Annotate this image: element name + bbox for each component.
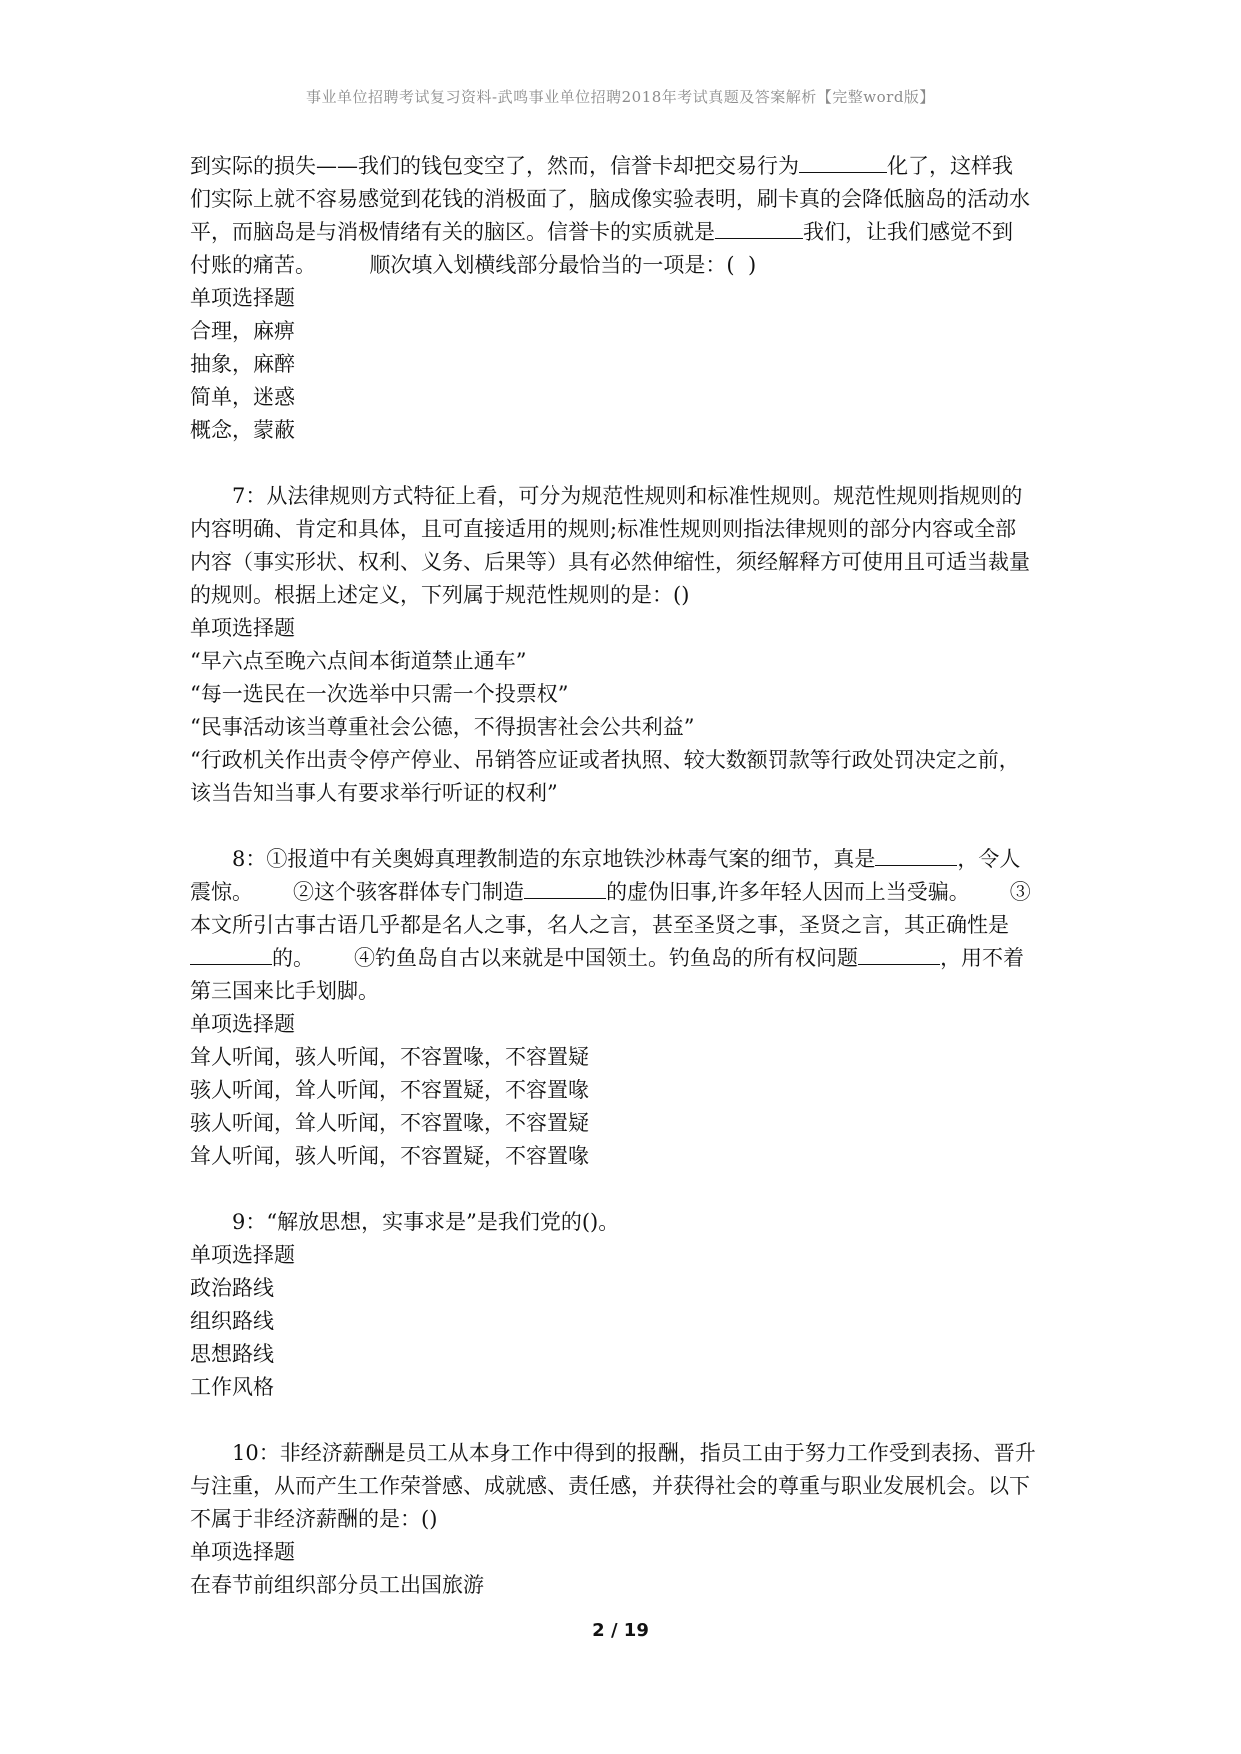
document-body [190, 150, 1070, 1602]
option[interactable]: “每一选民在一次选举中只需一个投票权” [190, 682, 569, 706]
option[interactable]: 骇人听闻，耸人听闻，不容置喙，不容置疑 [190, 1111, 589, 1135]
question-8 [190, 843, 1070, 1173]
option[interactable]: 政治路线 [190, 1276, 274, 1300]
q7-line-4: 的规则。根据上述定义，下列属于规范性规则的是：() [190, 583, 690, 607]
fill-blank [875, 845, 957, 866]
option[interactable]: 在春节前组织部分员工出国旅游 [190, 1573, 484, 1597]
option[interactable]: 组织路线 [190, 1309, 274, 1333]
q8-line-4: 的。 ④钓鱼岛自古以来就是中国领土。钓鱼岛的所有权问题 ，用不着 [190, 942, 1070, 975]
fill-blank [799, 152, 887, 173]
option[interactable]: 耸人听闻，骇人听闻，不容置疑，不容置喙 [190, 1144, 589, 1168]
q10-line-1: 10：非经济薪酬是员工从本身工作中得到的报酬，指员工由于努力工作受到表扬、晋升 [232, 1441, 1036, 1465]
q7-line-3: 内容（事实形状、权利、义务、后果等）具有必然伸缩性，须经解释方可使用且可适当裁量 [190, 550, 1030, 574]
q9-question: 9：“解放思想，实事求是”是我们党的()。 [232, 1210, 620, 1234]
option[interactable]: 骇人听闻，耸人听闻，不容置疑，不容置喙 [190, 1078, 589, 1102]
question-type: 单项选择题 [190, 1540, 295, 1564]
question-9 [190, 1206, 1070, 1404]
q7-line-2: 内容明确、肯定和具体，且可直接适用的规则;标准性规则则指法律规则的部分内容或全部 [190, 517, 1017, 541]
option[interactable]: 工作风格 [190, 1375, 274, 1399]
q7-line-1: 7：从法律规则方式特征上看，可分为规范性规则和标准性规则。规范性规则指规则的 [232, 484, 1023, 508]
q8-line-2: 震惊。 ②这个骇客群体专门制造 的虚伪旧事,许多年轻人因而上当受骗。 ③ [190, 880, 1031, 904]
question-10 [190, 1437, 1070, 1602]
option-continued: 该当告知当事人有要求举行听证的权利” [190, 781, 558, 805]
q8-line-1: 8：①报道中有关奥姆真理教制造的东京地铁沙林毒气案的细节，真是 ，令人 [232, 847, 1021, 871]
option[interactable]: “民事活动该当尊重社会公德，不得损害社会公共利益” [190, 715, 695, 739]
fill-blank [190, 944, 272, 965]
question-6 [190, 150, 1070, 447]
question-type: 单项选择题 [190, 1243, 295, 1267]
option[interactable]: 概念，蒙蔽 [190, 418, 295, 442]
q10-line-3: 不属于非经济薪酬的是：() [190, 1507, 438, 1531]
question-type: 单项选择题 [190, 616, 295, 640]
option[interactable]: 简单，迷惑 [190, 385, 295, 409]
q6-line-4: 付账的痛苦。 顺次填入划横线部分最恰当的一项是：( ) [190, 253, 757, 277]
page-number: 2 / 19 [592, 1620, 649, 1641]
q6-line-1: 到实际的损失——我们的钱包变空了，然而，信誉卡却把交易行为 化了，这样我 [190, 154, 1013, 178]
option[interactable]: “早六点至晚六点间本街道禁止通车” [190, 649, 527, 673]
fill-blank [524, 878, 606, 899]
q8-line-5: 第三国来比手划脚。 [190, 979, 379, 1003]
question-type: 单项选择题 [190, 1012, 295, 1036]
option[interactable]: “行政机关作出责令停产停业、吊销答应证或者执照、较大数额罚款等行政处罚决定之前， [190, 748, 1020, 772]
question-type: 单项选择题 [190, 286, 295, 310]
page-header: 事业单位招聘考试复习资料-武鸣事业单位招聘2018年考试真题及答案解析【完整word版】 [306, 88, 935, 106]
q10-line-2: 与注重，从而产生工作荣誉感、成就感、责任感，并获得社会的尊重与职业发展机会。以下 [190, 1474, 1030, 1498]
fill-blank [715, 218, 803, 239]
option[interactable]: 耸人听闻，骇人听闻，不容置喙，不容置疑 [190, 1045, 589, 1069]
q8-line-3: 本文所引古事古语几乎都是名人之事，名人之言，甚至圣贤之事，圣贤之言，其正确性是 [190, 913, 1009, 937]
q6-line-3: 平，而脑岛是与消极情绪有关的脑区。信誉卡的实质就是 我们，让我们感觉不到 [190, 220, 1013, 244]
option[interactable]: 思想路线 [190, 1342, 274, 1366]
option[interactable]: 抽象，麻醉 [190, 352, 295, 376]
question-7 [190, 480, 1070, 810]
fill-blank [858, 944, 940, 965]
option[interactable]: 合理，麻痹 [190, 319, 295, 343]
q6-line-2: 们实际上就不容易感觉到花钱的消极面了，脑成像实验表明，刷卡真的会降低脑岛的活动水 [190, 187, 1030, 211]
